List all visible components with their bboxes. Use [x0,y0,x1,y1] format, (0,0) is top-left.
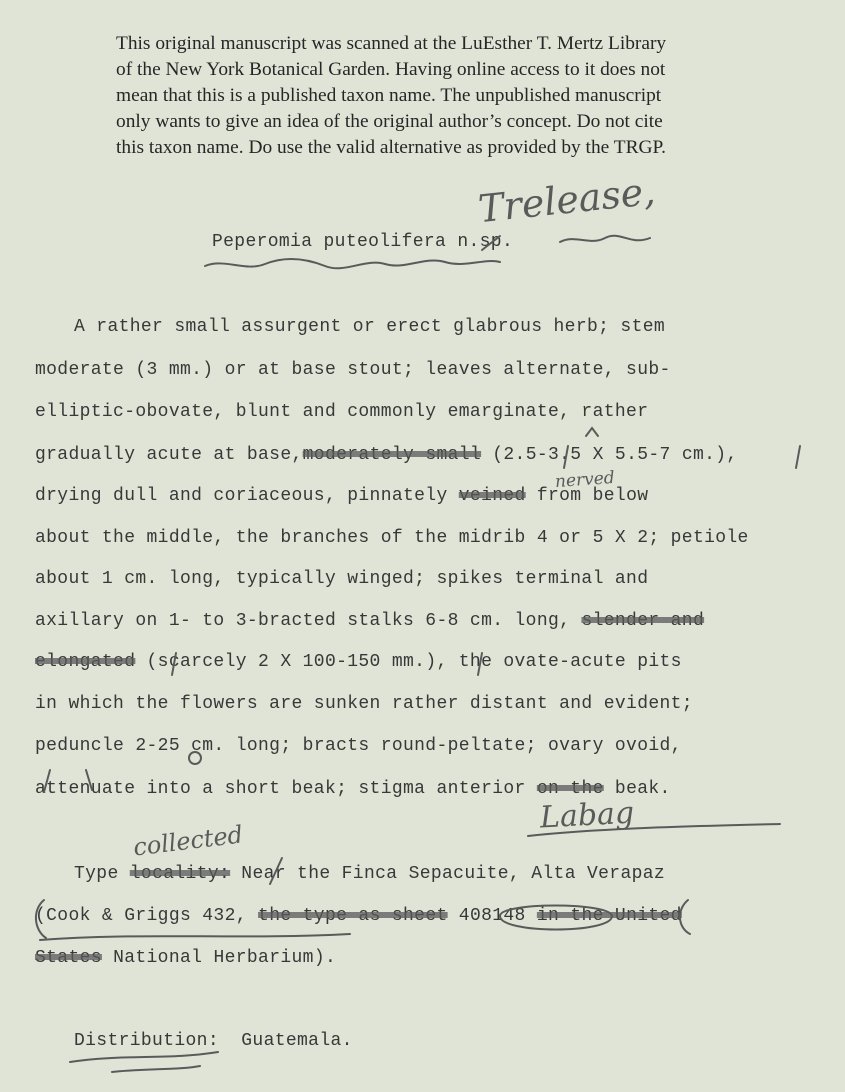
text: (scarcely 2 X 100-150 mm.), the ovate-acute pits [135,652,682,672]
type-line-2 [35,907,682,925]
notice-line-5: this taxon name. Do use the valid alternative as provided by the TRGP. [116,137,667,158]
description-line-1: A rather small assurgent or erect glabrous herb; stem [74,317,666,337]
type-line-3 [35,949,336,967]
distribution-underline [70,1052,218,1062]
text: (Cook & Griggs 432, [35,906,259,926]
handwritten-collected: collected [131,820,245,862]
distribution-line: Distribution: Guatemala. [74,1031,353,1051]
struck-text: veined [458,486,526,506]
struck-text: moderately small [302,445,482,465]
struck-text: the type as sheet [258,906,448,926]
description-line-7: about 1 cm. long, typically winged; spikes terminal and [35,569,649,589]
text: National Herbarium [101,948,314,968]
notice-line-4: only wants to give an idea of the original author’s concept. Do not cite [116,111,663,132]
description-line-4 [35,446,738,464]
strike-nov [560,236,650,242]
struck-text: States [35,948,102,968]
description-line-11: peduncle 2-25 cm. long; bracts round-peltate; ovary ovoid, [35,736,682,756]
bracket-close-dimensions [796,446,800,468]
struck-text: slender and [581,611,705,631]
text: attenuate into a short beak; stigma anterior [35,779,537,799]
notice-line-3: mean that this is a published taxon name. The unpublished manuscript [116,85,662,106]
text: gradually acute at base, [35,445,303,465]
struck-text: elongated [35,652,136,672]
type-line-1 [74,865,665,883]
notice-line-2: of the New York Botanical Garden. Having online access to it does not [116,59,666,80]
species-title: Peperomia puteolifera n.sp. [212,232,525,252]
text: Near the Finca Sepacuite, Alta Verapaz [230,864,666,884]
struck-text: on the [536,779,604,799]
distribution-underline-2 [112,1066,200,1072]
handwritten-nerved: nerved [554,467,616,493]
struck-text: in the United [536,906,682,926]
library-notice [116,31,756,161]
text: axillary on 1- to 3-bracted stalks 6-8 cm. long, [35,611,582,631]
description-line-10: in which the flowers are sunken rather distant and evident; [35,694,693,714]
title-wavy-underline [205,259,500,268]
description-line-6: about the middle, the branches of the midrib 4 or 5 X 2; petiole [35,528,749,548]
description-line-2: moderate (3 mm.) or at base stout; leaves alternate, sub- [35,360,671,380]
description-line-5 [35,487,648,505]
struck-text: locality: [129,864,231,884]
sheet-number: 408148 [447,906,537,926]
text: beak. [603,779,671,799]
notice-line-1: This original manuscript was scanned at the LuEsther T. Mertz Library [116,33,667,54]
insertion-mark [586,428,598,436]
handwritten-author: Trelease, [476,168,658,232]
text: from below [525,486,649,506]
description-line-9 [35,653,682,671]
text: Type [74,864,130,884]
cook-underline [40,934,350,940]
text: (2.5-3.5 X 5.5-7 cm.), [481,445,738,465]
text: ). [313,948,337,968]
description-line-3: elliptic-obovate, blunt and commonly emarginate, rather [35,402,649,422]
handwritten-labag: Labag [539,795,635,836]
text: drying dull and coriaceous, pinnately [35,486,459,506]
description-line-12 [35,780,671,798]
description-line-8 [35,612,704,630]
